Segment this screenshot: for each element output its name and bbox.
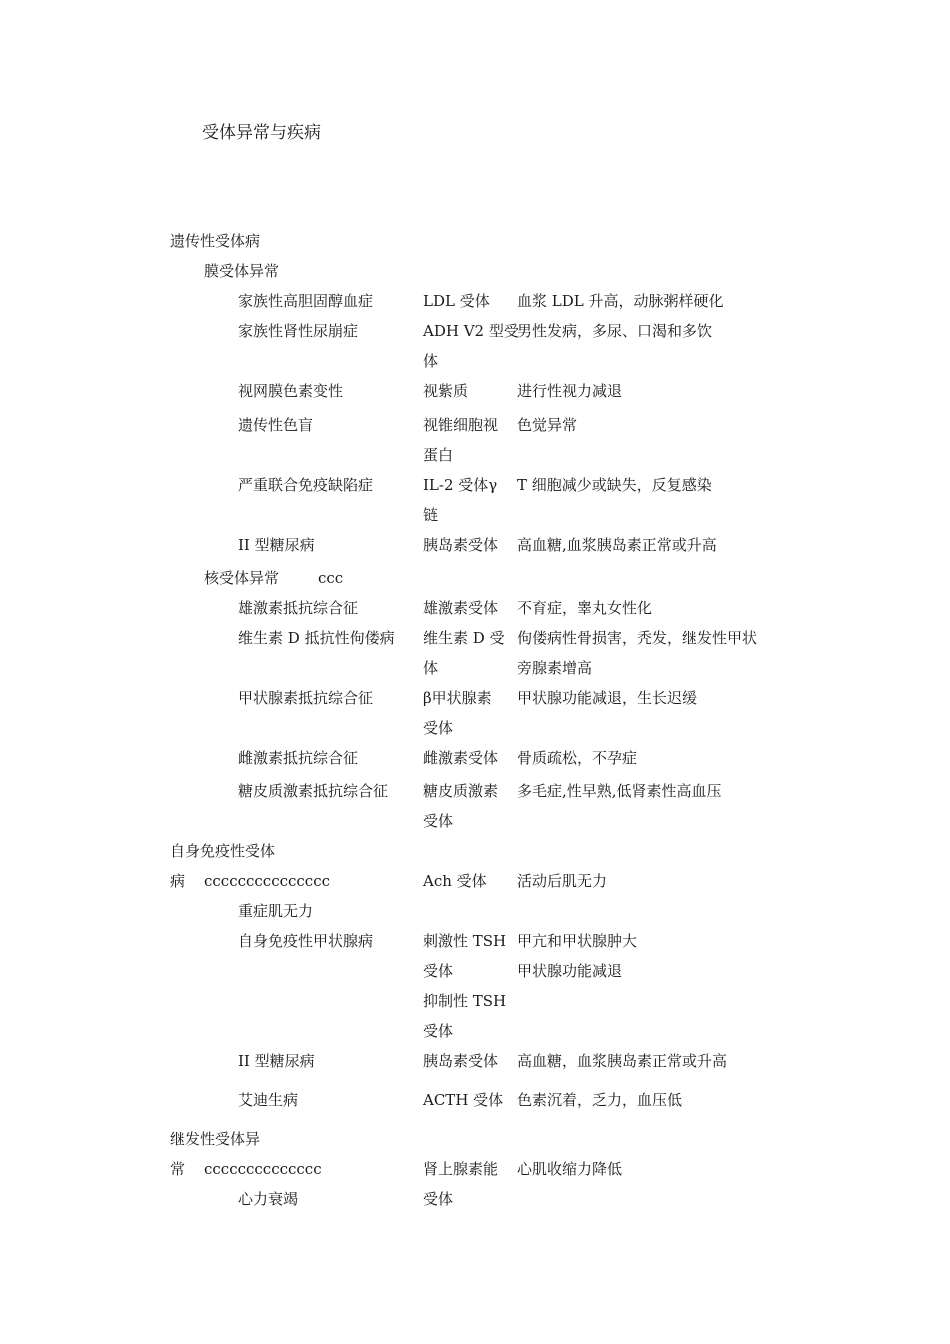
filler-text: cccccccccccccc <box>204 1160 322 1178</box>
clinical-feature: 旁腺素增高 <box>517 659 593 677</box>
disease-name: 心力衰竭 <box>238 1190 299 1208</box>
receptor-name: 蛋白 <box>423 446 454 464</box>
filler-text: ccccccccccccccc <box>204 872 331 890</box>
disease-name: 艾迪生病 <box>238 1091 299 1109</box>
section-heading-secondary: 继发性受体异 <box>170 1130 261 1148</box>
subheading-nuclear-receptor: 核受体异常 <box>204 569 280 587</box>
clinical-feature: T 细胞减少或缺失，反复感染 <box>517 476 712 494</box>
disease-name: 自身免疫性甲状腺病 <box>238 932 374 950</box>
section-heading-hereditary: 遗传性受体病 <box>170 232 261 250</box>
receptor-name: 雌激素受体 <box>423 749 499 767</box>
section-heading-autoimmune: 自身免疫性受体 <box>170 842 276 860</box>
clinical-feature: 色素沉着，乏力，血压低 <box>517 1091 683 1109</box>
receptor-name: 视紫质 <box>423 382 469 400</box>
receptor-name: ADH V2 型受 <box>423 322 519 340</box>
receptor-name: 抑制性 TSH <box>423 992 507 1010</box>
receptor-name: 雄激素受体 <box>423 599 499 617</box>
section-heading-autoimmune-cont: 病 <box>170 872 186 890</box>
clinical-feature: 甲状腺功能减退 <box>517 962 623 980</box>
receptor-name: 体 <box>423 659 439 677</box>
clinical-feature: 高血糖，血浆胰岛素正常或升高 <box>517 1052 728 1070</box>
disease-name: 家族性肾性尿崩症 <box>238 322 359 340</box>
disease-name: 遗传性色盲 <box>238 416 314 434</box>
receptor-name: 刺激性 TSH <box>423 932 507 950</box>
disease-name: 视网膜色素变性 <box>238 382 344 400</box>
clinical-feature: 多毛症,性早熟,低肾素性高血压 <box>517 782 722 800</box>
receptor-name: 受体 <box>423 1022 454 1040</box>
receptor-name: 受体 <box>423 719 454 737</box>
subheading-membrane-receptor: 膜受体异常 <box>204 262 280 280</box>
clinical-feature: 骨质疏松，不孕症 <box>517 749 638 767</box>
disease-name: 维生素 D 抵抗性佝偻病 <box>238 629 395 647</box>
disease-name: 严重联合免疫缺陷症 <box>238 476 374 494</box>
clinical-feature: 高血糖,血浆胰岛素正常或升高 <box>517 536 717 554</box>
receptor-name: β甲状腺素 <box>423 689 492 707</box>
receptor-name: 受体 <box>423 962 454 980</box>
disease-name: 甲状腺素抵抗综合征 <box>238 689 374 707</box>
clinical-feature: 心肌收缩力降低 <box>517 1160 623 1178</box>
clinical-feature: 血浆 LDL 升高，动脉粥样硬化 <box>517 292 724 310</box>
clinical-feature: 甲亢和甲状腺肿大 <box>517 932 638 950</box>
clinical-feature: 色觉异常 <box>517 416 578 434</box>
disease-name: 雌激素抵抗综合征 <box>238 749 359 767</box>
disease-name: 重症肌无力 <box>238 902 314 920</box>
receptor-name: IL-2 受体γ <box>423 476 498 494</box>
receptor-name: 链 <box>423 506 439 524</box>
disease-name: 家族性高胆固醇血症 <box>238 292 374 310</box>
clinical-feature: 佝偻病性骨损害，秃发，继发性甲状 <box>517 629 758 647</box>
receptor-name: 肾上腺素能 <box>423 1160 499 1178</box>
receptor-name: 糖皮质激素 <box>423 782 499 800</box>
disease-name: II 型糖尿病 <box>238 536 315 554</box>
receptor-name: ACTH 受体 <box>423 1091 504 1109</box>
receptor-name: 胰岛素受体 <box>423 1052 499 1070</box>
section-heading-secondary-cont: 常 <box>170 1160 186 1178</box>
receptor-name: 体 <box>423 352 439 370</box>
receptor-name: Ach 受体 <box>423 872 487 890</box>
receptor-name: 视锥细胞视 <box>423 416 499 434</box>
clinical-feature: 甲状腺功能减退，生长迟缓 <box>517 689 698 707</box>
disease-name: II 型糖尿病 <box>238 1052 315 1070</box>
receptor-name: LDL 受体 <box>423 292 490 310</box>
clinical-feature: 进行性视力减退 <box>517 382 623 400</box>
disease-name: 糖皮质激素抵抗综合征 <box>238 782 389 800</box>
receptor-name: 胰岛素受体 <box>423 536 499 554</box>
receptor-name: 受体 <box>423 1190 454 1208</box>
disease-name: 雄激素抵抗综合征 <box>238 599 359 617</box>
clinical-feature: 男性发病，多尿、口渴和多饮 <box>517 322 713 340</box>
page-title: 受体异常与疾病 <box>202 123 321 143</box>
filler-text: ccc <box>318 569 344 587</box>
clinical-feature: 不育症，睾丸女性化 <box>517 599 653 617</box>
clinical-feature: 活动后肌无力 <box>517 872 608 890</box>
receptor-name: 维生素 D 受 <box>423 629 505 647</box>
receptor-name: 受体 <box>423 812 454 830</box>
